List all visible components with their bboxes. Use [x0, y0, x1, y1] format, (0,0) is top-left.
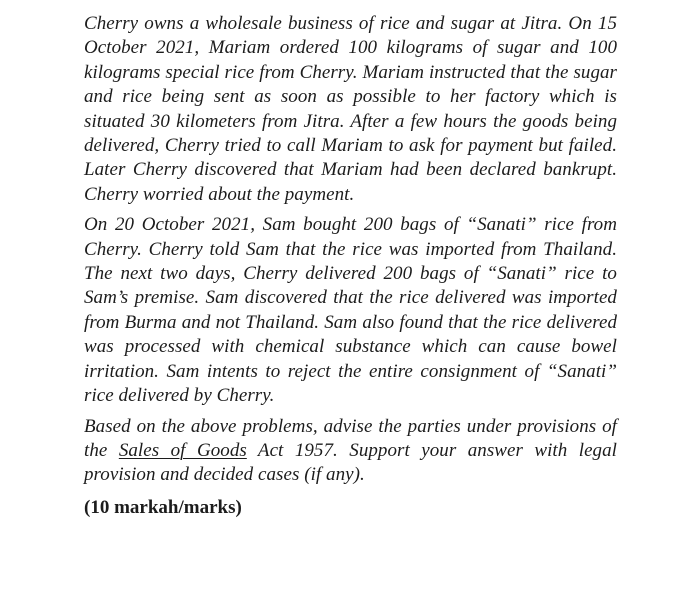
paragraph-sam-case: On 20 October 2021, Sam bought 200 bags of “Sanati” rice from Cherry. Cherry told Sam that the rice was imported from Thailand. The next two days, Cherry delivered 200 bags of “Sanati” rice to Sam’s premise. Sam discovered that the rice delivered was imported from Burma and not Thailand. Sam also found that the rice delivered was processed with chemical substance which can cause bowel irritation. Sam intents to reject the entire consignment of “Sanati” rice delivered by Cherry. — [84, 214, 617, 407]
paragraph-instruction — [84, 415, 617, 488]
marks-label: (10 markah/marks) — [84, 496, 242, 518]
paragraph-mariam-case: Cherry owns a wholesale business of rice and sugar at Jitra. On 15 October 2021, Mariam ordered 100 kilograms of sugar and 100 kilograms special rice from Cherry. Mariam instructed that the sugar and rice being sent as soon as possible to her factory which is situated 30 kilometers from Jitra. After a few hours the goods being delivered, Cherry tried to call Mariam to ask for payment but failed. Later Cherry discovered that Mariam had been declared bankrupt. Cherry worried about the payment. — [84, 13, 617, 205]
question-document — [84, 12, 617, 520]
act-name-underlined: Sales of Goods — [118, 439, 247, 461]
instruction-text-after: Act 1957. Support your answer with legal provision and decided cases (if any). — [84, 439, 617, 486]
instruction-text-before: Based on the above problems, advise the parties under provisions of the — [84, 415, 617, 461]
